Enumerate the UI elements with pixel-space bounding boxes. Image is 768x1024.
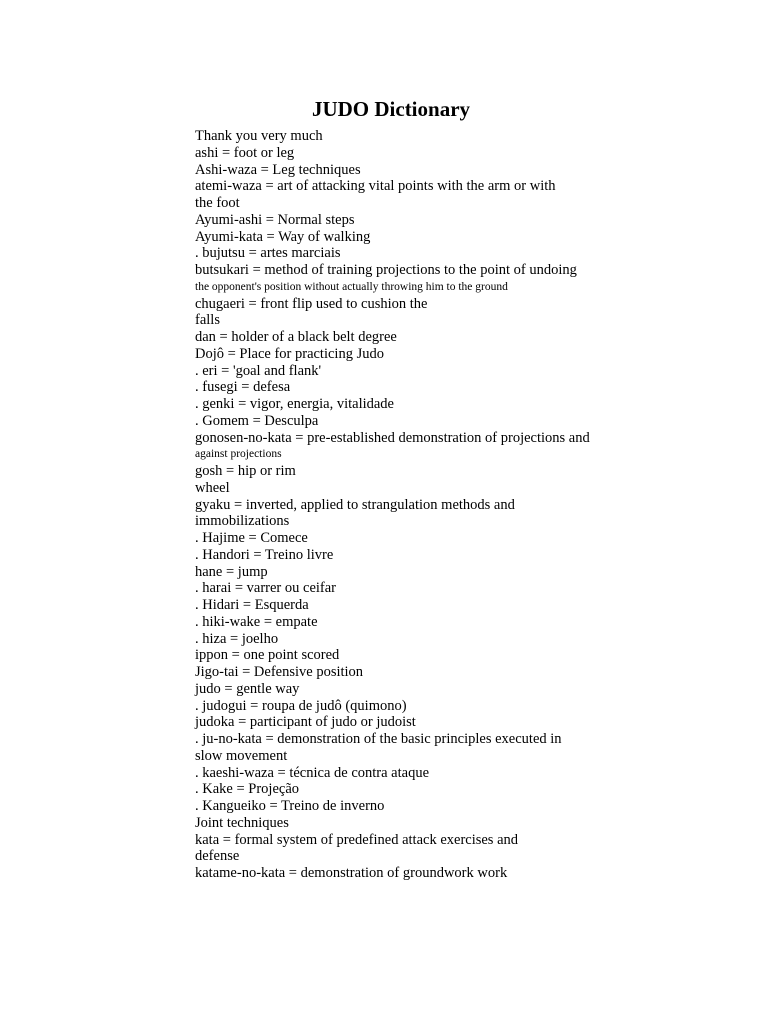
dictionary-line: Thank you very much xyxy=(195,128,323,144)
dictionary-line: . Kake = Projeção xyxy=(195,781,299,798)
page-title: JUDO Dictionary xyxy=(311,97,471,121)
dictionary-line: wheel xyxy=(195,479,230,496)
dictionary-line: dan = holder of a black belt degree xyxy=(195,329,397,345)
dictionary-line: gyaku = inverted, applied to strangulation methods and xyxy=(195,496,515,513)
dictionary-line: . Gomem = Desculpa xyxy=(195,412,319,429)
dictionary-line: ashi = foot or leg xyxy=(195,144,295,161)
dictionary-line: . hiki-wake = empate xyxy=(195,613,318,630)
dictionary-line: butsukari = method of training projections to the point of undoing xyxy=(195,262,577,278)
dictionary-line: the opponent's position without actually throwing him to the ground xyxy=(195,280,508,293)
dictionary-entries xyxy=(195,128,625,882)
dictionary-line: . harai = varrer ou ceifar xyxy=(195,580,337,597)
dictionary-line: . bujutsu = artes marciais xyxy=(195,245,341,262)
dictionary-line: judo = gentle way xyxy=(195,680,300,697)
dictionary-line: against projections xyxy=(195,448,282,461)
dictionary-line: . ju-no-kata = demonstration of the basic principles executed in xyxy=(195,731,562,747)
dictionary-line: . kaeshi-waza = técnica de contra ataque xyxy=(195,764,430,781)
dictionary-line: gosh = hip or rim xyxy=(195,463,296,479)
dictionary-line: judoka = participant of judo or judoist xyxy=(195,714,416,731)
dictionary-line: Dojô = Place for practicing Judo xyxy=(195,345,384,362)
dictionary-line: kata = formal system of predefined attack exercises and xyxy=(195,831,519,848)
dictionary-line: . hiza = joelho xyxy=(195,630,279,647)
dictionary-line: the foot xyxy=(195,195,240,211)
dictionary-line: . genki = vigor, energia, vitalidade xyxy=(195,396,394,412)
dictionary-line: gonosen-no-kata = pre-established demonstration of projections and xyxy=(195,429,590,446)
dictionary-line: . Handori = Treino livre xyxy=(195,546,334,563)
dictionary-line: Joint techniques xyxy=(195,814,289,831)
dictionary-line: katame-no-kata = demonstration of groundwork work xyxy=(195,865,508,881)
dictionary-line: . Hajime = Comece xyxy=(195,530,308,546)
dictionary-line: immobilizations xyxy=(195,513,290,530)
dictionary-line: slow movement xyxy=(195,747,288,764)
dictionary-line: falls xyxy=(195,312,220,329)
dictionary-line: ippon = one point scored xyxy=(195,647,340,664)
dictionary-line: . judogui = roupa de judô (quimono) xyxy=(195,697,407,714)
dictionary-line: Jigo-tai = Defensive position xyxy=(195,664,364,680)
dictionary-line: . fusegi = defesa xyxy=(195,379,291,396)
dictionary-line: defense xyxy=(195,848,240,865)
dictionary-line: . Hidari = Esquerda xyxy=(195,597,309,613)
dictionary-line: Ashi-waza = Leg techniques xyxy=(195,161,361,178)
dictionary-line: . eri = 'goal and flank' xyxy=(195,362,322,379)
dictionary-line: Ayumi-ashi = Normal steps xyxy=(195,211,355,228)
dictionary-line: . Kangueiko = Treino de inverno xyxy=(195,798,385,814)
dictionary-line: Ayumi-kata = Way of walking xyxy=(195,228,371,245)
dictionary-line: hane = jump xyxy=(195,563,268,580)
dictionary-line: atemi-waza = art of attacking vital points with the arm or with xyxy=(195,178,556,195)
dictionary-line: chugaeri = front flip used to cushion the xyxy=(195,295,428,312)
